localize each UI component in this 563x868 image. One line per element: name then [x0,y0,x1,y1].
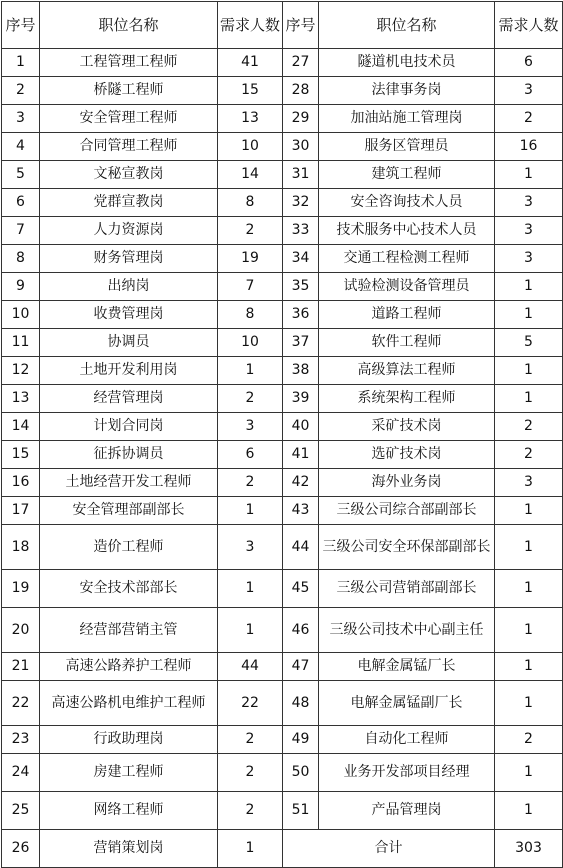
cell-position-left: 土地经营开发工程师 [40,469,218,497]
cell-no-left: 3 [2,105,40,133]
cell-count-right: 6 [495,49,563,77]
cell-no-left: 18 [2,525,40,570]
cell-count-right: 1 [495,497,563,525]
cell-position-left: 人力资源岗 [40,217,218,245]
cell-count-left: 8 [218,189,283,217]
table-row [2,469,563,497]
cell-position-right: 海外业务岗 [319,469,495,497]
cell-position-left: 财务管理岗 [40,245,218,273]
cell-no-right: 39 [283,385,319,413]
cell-count-right: 1 [495,357,563,385]
cell-count-right: 1 [495,161,563,189]
cell-count-right: 3 [495,245,563,273]
cell-no-left: 20 [2,608,40,653]
cell-count-left: 2 [218,726,283,754]
cell-no-left: 6 [2,189,40,217]
cell-count-right: 3 [495,217,563,245]
job-demand-table [1,1,563,868]
cell-no-right: 37 [283,329,319,357]
cell-no-right: 48 [283,681,319,726]
cell-no-right: 43 [283,497,319,525]
cell-count-right: 3 [495,77,563,105]
table-row [2,681,563,726]
cell-position-right: 加油站施工管理岗 [319,105,495,133]
cell-position-right: 自动化工程师 [319,726,495,754]
cell-no-left: 1 [2,49,40,77]
cell-no-right: 38 [283,357,319,385]
cell-count-left: 22 [218,681,283,726]
table-row [2,608,563,653]
cell-no-right: 27 [283,49,319,77]
cell-no-left: 26 [2,830,40,868]
cell-count-right: 1 [495,681,563,726]
cell-position-left: 安全管理工程师 [40,105,218,133]
table-row [2,329,563,357]
table-row [2,653,563,681]
cell-position-left: 收费管理岗 [40,301,218,329]
table-row [2,161,563,189]
cell-position-left: 造价工程师 [40,525,218,570]
cell-no-right: 42 [283,469,319,497]
cell-no-right: 36 [283,301,319,329]
cell-position-right: 建筑工程师 [319,161,495,189]
cell-count-left: 13 [218,105,283,133]
table-row [2,133,563,161]
cell-position-right: 道路工程师 [319,301,495,329]
cell-count-left: 1 [218,357,283,385]
cell-position-right: 软件工程师 [319,329,495,357]
table-row [2,77,563,105]
cell-position-right: 安全咨询技术人员 [319,189,495,217]
cell-count-left: 15 [218,77,283,105]
header-no-left: 序号 [2,2,40,49]
cell-count-left: 7 [218,273,283,301]
cell-no-left: 9 [2,273,40,301]
cell-position-right: 业务开发部项目经理 [319,754,495,792]
cell-count-right: 1 [495,792,563,830]
cell-position-right: 选矿技术岗 [319,441,495,469]
cell-no-right: 47 [283,653,319,681]
cell-count-right: 2 [495,413,563,441]
cell-count-left: 44 [218,653,283,681]
cell-position-left: 党群宣教岗 [40,189,218,217]
cell-count-right: 1 [495,273,563,301]
cell-no-left: 4 [2,133,40,161]
cell-position-left: 高速公路机电维护工程师 [40,681,218,726]
cell-no-right: 41 [283,441,319,469]
table-row [2,570,563,608]
cell-count-right: 1 [495,754,563,792]
header-position-left: 职位名称 [40,2,218,49]
cell-count-left: 2 [218,385,283,413]
cell-position-left: 合同管理工程师 [40,133,218,161]
cell-count-left: 14 [218,161,283,189]
cell-no-left: 7 [2,217,40,245]
cell-no-right: 31 [283,161,319,189]
cell-position-right: 三级公司综合部副部长 [319,497,495,525]
cell-position-left: 文秘宣教岗 [40,161,218,189]
cell-count-right: 1 [495,525,563,570]
cell-position-right: 电解金属锰厂长 [319,653,495,681]
cell-count-right: 1 [495,608,563,653]
cell-count-right: 1 [495,301,563,329]
table-row [2,245,563,273]
cell-no-right: 49 [283,726,319,754]
cell-position-left: 经营管理岗 [40,385,218,413]
cell-position-right: 三级公司营销部副部长 [319,570,495,608]
table-row [2,726,563,754]
cell-no-right: 40 [283,413,319,441]
cell-position-left: 出纳岗 [40,273,218,301]
cell-position-right: 隧道机电技术员 [319,49,495,77]
header-row [2,2,563,49]
cell-no-left: 19 [2,570,40,608]
cell-count-left: 3 [218,525,283,570]
table-row [2,792,563,830]
cell-position-left: 计划合同岗 [40,413,218,441]
cell-position-left: 高速公路养护工程师 [40,653,218,681]
cell-count-left: 8 [218,301,283,329]
cell-no-right: 34 [283,245,319,273]
cell-no-left: 5 [2,161,40,189]
cell-no-left: 25 [2,792,40,830]
cell-position-right: 电解金属锰副厂长 [319,681,495,726]
table-row [2,497,563,525]
cell-no-right: 51 [283,792,319,830]
cell-position-right: 产品管理岗 [319,792,495,830]
table-row [2,525,563,570]
cell-no-left: 24 [2,754,40,792]
cell-count-left: 2 [218,754,283,792]
cell-no-right: 50 [283,754,319,792]
cell-position-right: 试验检测设备管理员 [319,273,495,301]
cell-count-left: 3 [218,413,283,441]
cell-position-right: 服务区管理员 [319,133,495,161]
cell-count-left: 10 [218,133,283,161]
cell-count-right: 16 [495,133,563,161]
total-row [2,830,563,868]
header-position-right: 职位名称 [319,2,495,49]
header-count-right: 需求人数 [495,2,563,49]
table-row [2,441,563,469]
cell-no-left: 22 [2,681,40,726]
cell-position-right: 三级公司技术中心副主任 [319,608,495,653]
table-row [2,301,563,329]
cell-no-left: 21 [2,653,40,681]
table-row [2,49,563,77]
cell-no-right: 35 [283,273,319,301]
cell-no-left: 23 [2,726,40,754]
table-body [2,2,563,868]
table-row [2,754,563,792]
table-row [2,217,563,245]
cell-no-right: 32 [283,189,319,217]
cell-no-left: 11 [2,329,40,357]
cell-count-left: 19 [218,245,283,273]
cell-count-right: 5 [495,329,563,357]
cell-no-left: 8 [2,245,40,273]
table-row [2,105,563,133]
cell-count-left: 2 [218,469,283,497]
cell-count-right: 3 [495,469,563,497]
cell-count-right: 1 [495,385,563,413]
cell-no-right: 28 [283,77,319,105]
cell-count-left: 6 [218,441,283,469]
cell-position-left: 安全技术部部长 [40,570,218,608]
header-count-left: 需求人数 [218,2,283,49]
header-no-right: 序号 [283,2,319,49]
cell-position-right: 三级公司安全环保部副部长 [319,525,495,570]
table-row [2,357,563,385]
table-row [2,413,563,441]
cell-position-right: 法律事务岗 [319,77,495,105]
cell-no-left: 2 [2,77,40,105]
cell-position-left: 经营部营销主管 [40,608,218,653]
cell-no-right: 29 [283,105,319,133]
cell-no-right: 33 [283,217,319,245]
cell-position-right: 采矿技术岗 [319,413,495,441]
cell-count-right: 3 [495,189,563,217]
cell-position-left: 网络工程师 [40,792,218,830]
cell-position-left: 土地开发利用岗 [40,357,218,385]
cell-count-left: 2 [218,217,283,245]
table-row [2,189,563,217]
cell-count-left: 41 [218,49,283,77]
cell-no-right: 44 [283,525,319,570]
cell-no-right: 46 [283,608,319,653]
cell-no-left: 10 [2,301,40,329]
cell-position-right: 交通工程检测工程师 [319,245,495,273]
cell-position-left: 工程管理工程师 [40,49,218,77]
cell-position-right: 系统架构工程师 [319,385,495,413]
cell-count-left: 1 [218,830,283,868]
cell-no-left: 14 [2,413,40,441]
cell-count-left: 10 [218,329,283,357]
cell-count-left: 2 [218,792,283,830]
cell-position-left: 安全管理部副部长 [40,497,218,525]
table-row [2,273,563,301]
cell-position-left: 桥隧工程师 [40,77,218,105]
cell-count-left: 1 [218,570,283,608]
cell-count-left: 1 [218,497,283,525]
table-row [2,385,563,413]
cell-count-left: 1 [218,608,283,653]
cell-no-right: 30 [283,133,319,161]
cell-no-left: 13 [2,385,40,413]
cell-count-right: 1 [495,653,563,681]
cell-count-right: 2 [495,441,563,469]
cell-position-left: 行政助理岗 [40,726,218,754]
cell-position-left: 征拆协调员 [40,441,218,469]
recruitment-table-container [1,1,563,868]
cell-no-left: 15 [2,441,40,469]
cell-count-right: 1 [495,570,563,608]
cell-position-left: 房建工程师 [40,754,218,792]
cell-position-right: 高级算法工程师 [319,357,495,385]
cell-position-left: 营销策划岗 [40,830,218,868]
cell-no-left: 12 [2,357,40,385]
cell-count-right: 2 [495,105,563,133]
total-value: 303 [495,830,563,868]
total-label: 合计 [283,830,495,868]
cell-no-left: 16 [2,469,40,497]
cell-position-left: 协调员 [40,329,218,357]
cell-position-right: 技术服务中心技术人员 [319,217,495,245]
cell-count-right: 2 [495,726,563,754]
cell-no-left: 17 [2,497,40,525]
cell-no-right: 45 [283,570,319,608]
